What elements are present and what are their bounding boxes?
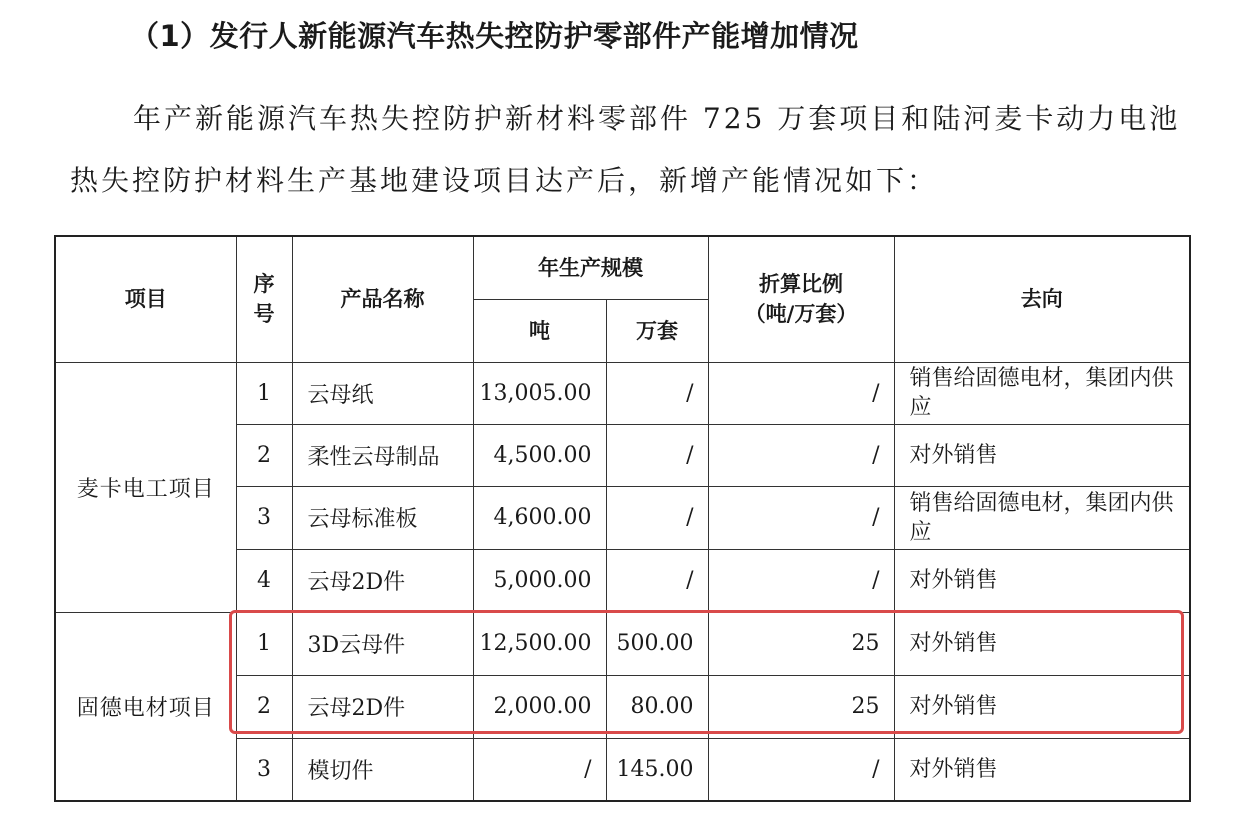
header-destination: 去向: [894, 236, 1190, 362]
wan-sets-cell: /: [606, 549, 708, 612]
destination-cell: 对外销售: [894, 675, 1190, 738]
intro-paragraph: 年产新能源汽车热失控防护新材料零部件 725 万套项目和陆河麦卡动力电池热失控防护材料生产基地建设项目达产后，新增产能情况如下：: [70, 102, 1181, 197]
capacity-table: [54, 235, 1191, 802]
destination-cell: 销售给固德电材，集团内供应: [894, 362, 1190, 424]
destination-cell: 对外销售: [894, 738, 1190, 801]
tons-cell: 13,005.00: [473, 362, 606, 424]
ratio-cell: /: [708, 362, 894, 424]
destination-cell: 对外销售: [894, 424, 1190, 486]
tons-cell: /: [473, 738, 606, 801]
header-ratio: 折算比例 （吨/万套）: [708, 236, 894, 362]
wan-sets-cell: 500.00: [606, 612, 708, 675]
product-cell: 云母2D件: [292, 549, 473, 612]
seq-cell: 3: [236, 486, 292, 549]
ratio-cell: /: [708, 549, 894, 612]
ratio-cell: /: [708, 486, 894, 549]
group-name: 麦卡电工项目: [55, 362, 236, 612]
tons-cell: 12,500.00: [473, 612, 606, 675]
wan-sets-cell: 80.00: [606, 675, 708, 738]
header-seq: 序 号: [236, 236, 292, 362]
product-cell: 云母标准板: [292, 486, 473, 549]
seq-cell: 4: [236, 549, 292, 612]
wan-sets-cell: /: [606, 486, 708, 549]
table-row: [55, 362, 1190, 424]
seq-cell: 3: [236, 738, 292, 801]
table-row: [55, 612, 1190, 675]
product-cell: 模切件: [292, 738, 473, 801]
product-cell: 柔性云母制品: [292, 424, 473, 486]
destination-cell: 对外销售: [894, 612, 1190, 675]
product-cell: 3D云母件: [292, 612, 473, 675]
seq-cell: 2: [236, 675, 292, 738]
group-name: 固德电材项目: [55, 612, 236, 801]
tons-cell: 4,600.00: [473, 486, 606, 549]
product-cell: 云母2D件: [292, 675, 473, 738]
tons-cell: 5,000.00: [473, 549, 606, 612]
header-product: 产品名称: [292, 236, 473, 362]
destination-cell: 对外销售: [894, 549, 1190, 612]
seq-cell: 1: [236, 362, 292, 424]
header-project: 项目: [55, 236, 236, 362]
wan-sets-cell: /: [606, 424, 708, 486]
tons-cell: 2,000.00: [473, 675, 606, 738]
destination-cell: 销售给固德电材，集团内供应: [894, 486, 1190, 549]
seq-cell: 1: [236, 612, 292, 675]
product-cell: 云母纸: [292, 362, 473, 424]
header-wan-sets: 万套: [606, 299, 708, 362]
header-annual-scale: 年生产规模: [473, 236, 708, 299]
section-heading: （1）发行人新能源汽车热失控防护零部件产能增加情况: [130, 19, 859, 53]
wan-sets-cell: /: [606, 362, 708, 424]
wan-sets-cell: 145.00: [606, 738, 708, 801]
header-tons: 吨: [473, 299, 606, 362]
ratio-cell: /: [708, 738, 894, 801]
ratio-cell: 25: [708, 675, 894, 738]
seq-cell: 2: [236, 424, 292, 486]
ratio-cell: /: [708, 424, 894, 486]
ratio-cell: 25: [708, 612, 894, 675]
tons-cell: 4,500.00: [473, 424, 606, 486]
